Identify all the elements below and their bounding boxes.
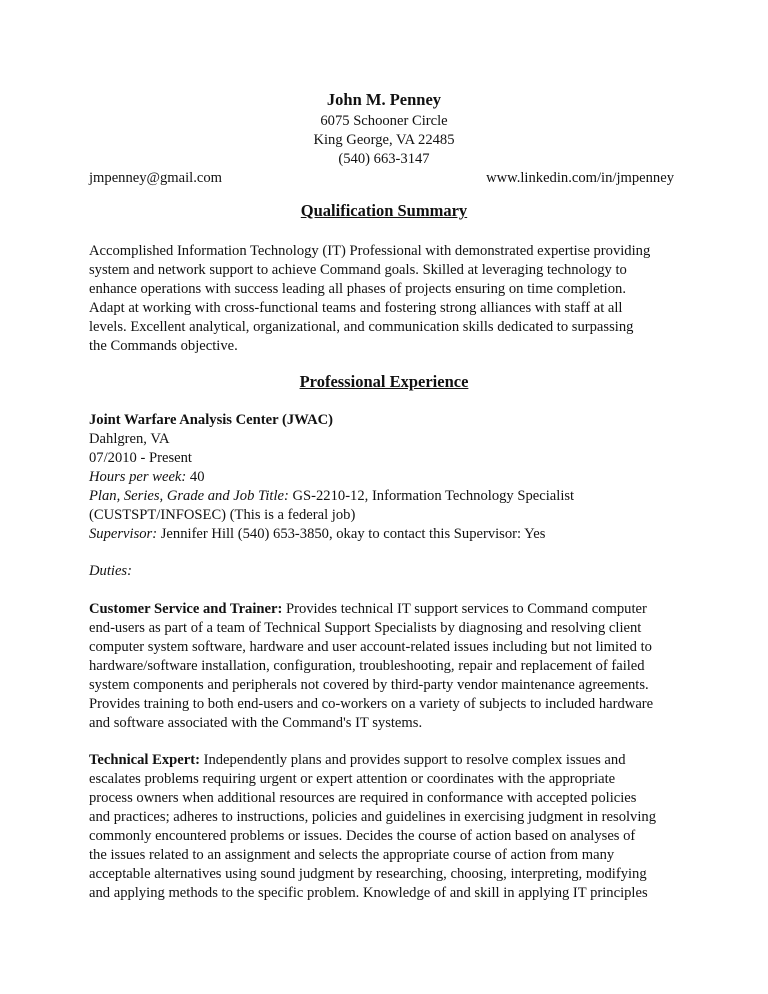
duty-line: computer system software, hardware and user account-related issues including but not limited to	[89, 639, 652, 655]
candidate-name: John M. Penney	[326, 90, 442, 109]
city-state-zip: King George, VA 22485	[313, 132, 455, 148]
qualification-summary-heading: Qualification Summary	[300, 201, 468, 220]
customer-service-text: Provides technical IT support services to Command computer	[282, 601, 647, 617]
duty-line: the issues related to an assignment and selects the appropriate course of action from many	[89, 847, 615, 863]
duty-line: escalates problems requiring urgent or expert attention or coordinates with the appropriate	[89, 771, 616, 787]
supervisor-label: Supervisor:	[89, 526, 158, 542]
duty-line: hardware/software installation, configuration, troubleshooting, repair and replacement of failed	[89, 658, 645, 674]
duty-line: process owners when additional resources are required in conformance with accepted policies	[89, 790, 637, 806]
duty-line: and practices; adheres to instructions, policies and guidelines in exercising judgment in resolving	[89, 809, 656, 825]
technical-expert-duty	[89, 751, 675, 903]
street-address: 6075 Schooner Circle	[320, 113, 448, 129]
phone-number: (540) 663-3147	[338, 151, 430, 167]
hours-value: 40	[186, 469, 205, 485]
duty-line: and applying methods to the specific problem. Knowledge of and skill in applying IT principles	[89, 885, 648, 901]
supervisor-value: Jennifer Hill (540) 653-3850, okay to contact this Supervisor: Yes	[157, 526, 546, 542]
summary-line: system and network support to achieve Command goals. Skilled at leveraging technology to	[89, 262, 627, 278]
summary-line: levels. Excellent analytical, organizational, and communication skills dedicated to surpassing	[89, 319, 634, 335]
technical-expert-text: Independently plans and provides support to resolve complex issues and	[199, 752, 626, 768]
summary-line: enhance operations with success leading all phases of projects ensuring on time completion.	[89, 281, 626, 297]
duty-line: end-users as part of a team of Technical Support Specialists by diagnosing and resolving client	[89, 620, 642, 636]
duty-line: and software associated with the Command's IT systems.	[89, 715, 423, 731]
hours-label: Hours per week:	[89, 469, 187, 485]
summary-line: Adapt at working with cross-functional teams and fostering strong alliances with staff at all	[89, 300, 623, 316]
job-location: Dahlgren, VA	[89, 431, 170, 447]
summary-line: the Commands objective.	[89, 338, 238, 354]
plan-series-grade	[89, 487, 675, 506]
plan-value: GS-2210-12, Information Technology Specialist	[288, 488, 575, 504]
customer-service-first-line	[89, 600, 675, 619]
qualification-summary-text	[89, 242, 675, 356]
technical-expert-heading: Technical Expert:	[89, 752, 200, 768]
duty-line: Provides training to both end-users and co-workers on a variety of subjects to included hardware	[89, 696, 654, 712]
duty-line: acceptable alternatives using sound judgment by researching, choosing, interpreting, modifying	[89, 866, 647, 882]
duty-line: commonly encountered problems or issues. Decides the course of action based on analyses of	[89, 828, 636, 844]
technical-expert-first-line	[89, 751, 675, 770]
plan-series-grade-cont: (CUSTSPT/INFOSEC) (This is a federal job)	[89, 507, 356, 523]
email-address: jmpenney@gmail.com	[89, 170, 222, 186]
job-details	[89, 411, 675, 544]
supervisor	[89, 525, 675, 544]
customer-service-duty	[89, 600, 675, 733]
summary-line: Accomplished Information Technology (IT) Professional with demonstrated expertise providing	[89, 243, 651, 259]
duties-label: Duties:	[89, 563, 132, 579]
employer-name: Joint Warfare Analysis Center (JWAC)	[89, 412, 334, 428]
plan-label: Plan, Series, Grade and Job Title:	[89, 488, 289, 504]
customer-service-heading: Customer Service and Trainer:	[89, 601, 283, 617]
professional-experience-heading: Professional Experience	[299, 372, 469, 391]
job-dates: 07/2010 - Present	[89, 450, 192, 466]
duty-line: system components and peripherals not covered by third-party vendor maintenance agreements.	[89, 677, 649, 693]
linkedin-url: www.linkedin.com/in/jmpenney	[486, 170, 674, 186]
hours-per-week	[89, 468, 675, 487]
